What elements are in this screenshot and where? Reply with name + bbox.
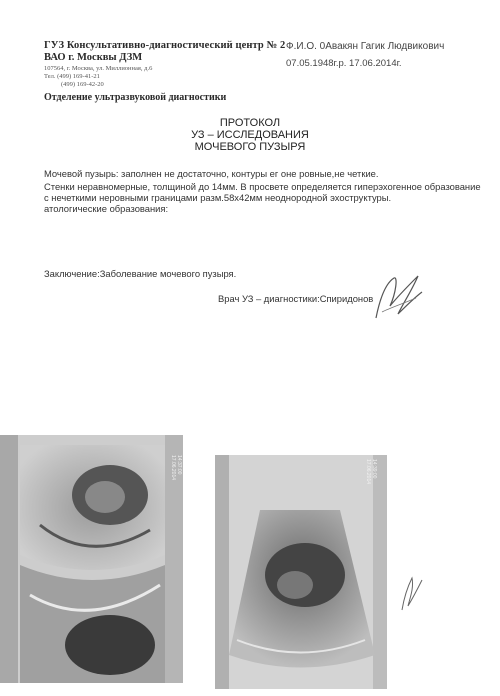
ultrasound-image-right — [215, 455, 387, 689]
findings-line-1: Мочевой пузырь: заполнен не достаточно, контуры ег оне ровные,не четкие. — [44, 168, 379, 179]
protocol-subtitle: УЗ – ИССЛЕДОВАНИЯ — [191, 129, 309, 141]
department-name: Отделение ультразвуковой диагностики — [44, 92, 227, 103]
findings-line-2: Стенки неравномерные, толщиной до 14мм. В просвете определяется гиперэхогенное образование — [44, 181, 481, 192]
patient-dates: 07.05.1948г.р. 17.06.2014г. — [286, 58, 402, 69]
left-image-time: 14:37:00 — [176, 455, 182, 475]
clinic-phone-1: Тел. (499) 169-41-21 — [44, 73, 100, 80]
signature-icon — [398, 570, 426, 614]
patient-name: Ф.И.О. 0Авакян Гагик Людвикович — [286, 41, 445, 52]
doctor-signature-line: Врач УЗ – диагностики:Спиридонов — [218, 293, 374, 304]
clinic-name-line1: ГУЗ Консультативно-диагностический центр № 2 — [44, 40, 286, 51]
conclusion: Заключение:Заболевание мочевого пузыря. — [44, 268, 237, 279]
left-image-date: 17.06.2014 — [170, 455, 176, 481]
ultrasound-image-left — [0, 435, 183, 683]
right-image-time: 14:39:00 — [371, 459, 377, 479]
clinic-name-line2: ВАО г. Москвы ДЗМ — [44, 52, 143, 63]
protocol-organ: МОЧЕВОГО ПУЗЫРЯ — [194, 141, 306, 153]
signature-icon — [368, 268, 428, 328]
clinic-address: 107564, г. Москва, ул. Миллионная, д.6 — [44, 65, 153, 72]
right-image-date: 17.06.2014 — [365, 459, 371, 485]
findings-line-4: атологические образования: — [44, 203, 169, 214]
findings-line-3: с нечеткими неровными границами разм.58х42мм неоднородной эхоструктуры. — [44, 192, 392, 203]
protocol-title: ПРОТОКОЛ — [219, 117, 281, 129]
clinic-phone-2: (499) 169-42-20 — [61, 81, 104, 88]
